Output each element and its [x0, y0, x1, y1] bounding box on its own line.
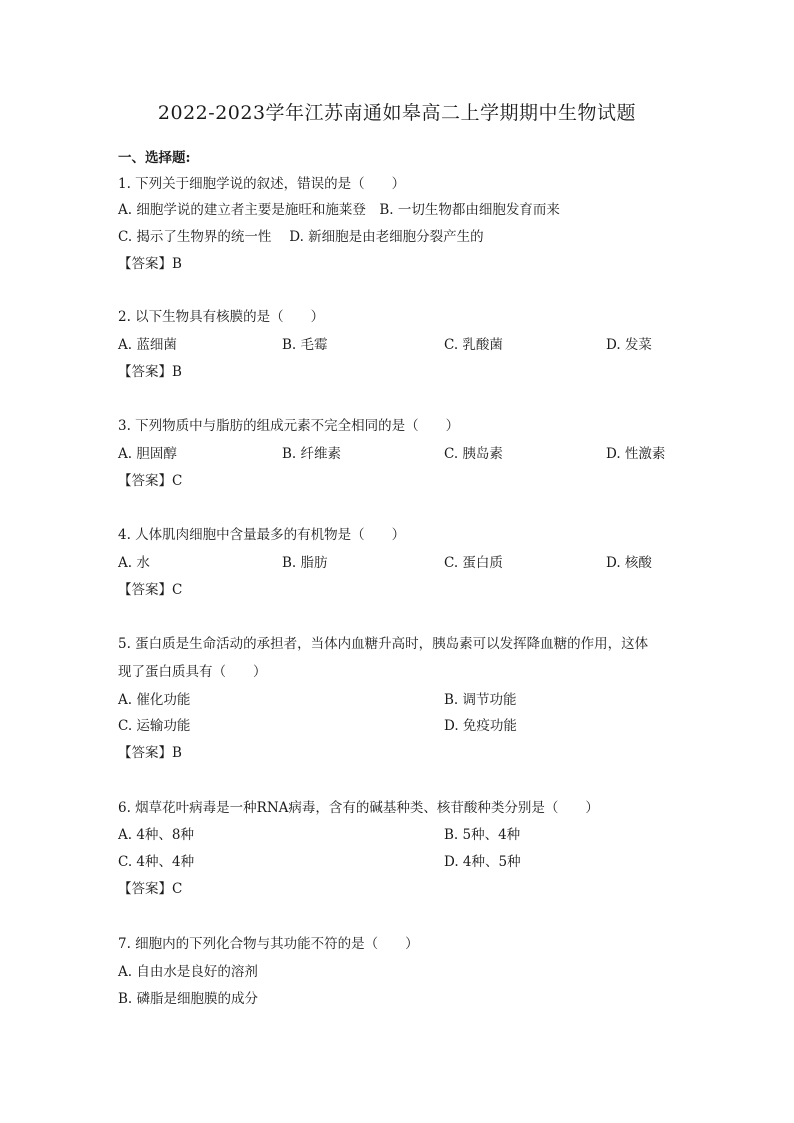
question-5-option-c: C. 运输功能 — [118, 718, 191, 734]
answer-prefix: 【答案】 — [118, 582, 172, 598]
answer-prefix: 【答案】 — [118, 364, 172, 380]
answer-value: B — [172, 256, 182, 272]
page-title: 2022-2023学年江苏南通如皋高二上学期期中生物试题 — [157, 102, 637, 124]
question-4-option-c: C. 蛋白质 — [444, 555, 503, 571]
question-6-option-c: C. 4种、4种 — [118, 854, 195, 870]
question-6-option-b: B. 5种、4种 — [444, 827, 521, 843]
answer-value: B — [172, 364, 182, 380]
question-5-stem: 5. 蛋白质是生命活动的承担者，当体内血糖升高时，胰岛素可以发挥降血糖的作用，这体 — [118, 636, 649, 652]
answer-value: C — [172, 582, 183, 598]
question-3-option-b: B. 纤维素 — [282, 446, 342, 462]
question-3-answer — [118, 469, 182, 489]
question-2-option-d: D. 发菜 — [606, 337, 652, 353]
question-3-stem: 3. 下列物质中与脂肪的组成元素不完全相同的是（ ） — [118, 418, 460, 434]
question-4-stem: 4. 人体肌肉细胞中含量最多的有机物是（ ） — [118, 527, 406, 543]
answer-value: C — [172, 473, 183, 489]
question-1-answer — [118, 252, 182, 272]
question-1-options-row-1: A. 细胞学说的建立者主要是施旺和施莱登 B. 一切生物都由细胞发育而来 — [118, 202, 560, 218]
question-4-answer — [118, 578, 182, 598]
answer-prefix: 【答案】 — [118, 881, 172, 897]
question-4-option-d: D. 核酸 — [606, 555, 652, 571]
question-5-stem-continued: 现了蛋白质具有（ ） — [118, 664, 267, 680]
question-7-stem: 7. 细胞内的下列化合物与其功能不符的是（ ） — [118, 936, 419, 952]
question-7-option-b: B. 磷脂是细胞膜的成分 — [118, 991, 259, 1007]
answer-prefix: 【答案】 — [118, 745, 172, 761]
question-6-answer — [118, 877, 182, 897]
question-2-option-b: B. 毛霉 — [282, 337, 328, 353]
question-5-option-b: B. 调节功能 — [444, 692, 517, 708]
question-6-stem: 6. 烟草花叶病毒是一种RNA病毒，含有的碱基种类、核苷酸种类分别是（ ） — [118, 800, 599, 816]
question-2-answer — [118, 360, 182, 380]
answer-prefix: 【答案】 — [118, 473, 172, 489]
question-4-option-b: B. 脂肪 — [282, 555, 328, 571]
question-5-option-a: A. 催化功能 — [118, 692, 191, 708]
question-1-stem: 1. 下列关于细胞学说的叙述，错误的是（ ） — [118, 176, 406, 192]
answer-prefix: 【答案】 — [118, 256, 172, 272]
question-3-option-c: C. 胰岛素 — [444, 446, 503, 462]
section-heading: 一、选择题: — [118, 150, 191, 166]
question-6-option-a: A. 4种、8种 — [118, 827, 195, 843]
answer-value: B — [172, 745, 182, 761]
question-5-answer — [118, 741, 182, 761]
question-7-option-a: A. 自由水是良好的溶剂 — [118, 964, 258, 980]
question-1-options-row-2: C. 揭示了生物界的统一性 D. 新细胞是由老细胞分裂产生的 — [118, 229, 484, 245]
question-5-option-d: D. 免疫功能 — [444, 718, 517, 734]
answer-value: C — [172, 881, 183, 897]
question-2-stem: 2. 以下生物具有核膜的是（ ） — [118, 309, 325, 325]
question-6-option-d: D. 4种、5种 — [444, 854, 521, 870]
question-3-option-d: D. 性激素 — [606, 446, 666, 462]
question-4-option-a: A. 水 — [118, 555, 150, 571]
question-2-option-a: A. 蓝细菌 — [118, 337, 177, 353]
question-3-option-a: A. 胆固醇 — [118, 446, 177, 462]
question-2-option-c: C. 乳酸菌 — [444, 337, 503, 353]
